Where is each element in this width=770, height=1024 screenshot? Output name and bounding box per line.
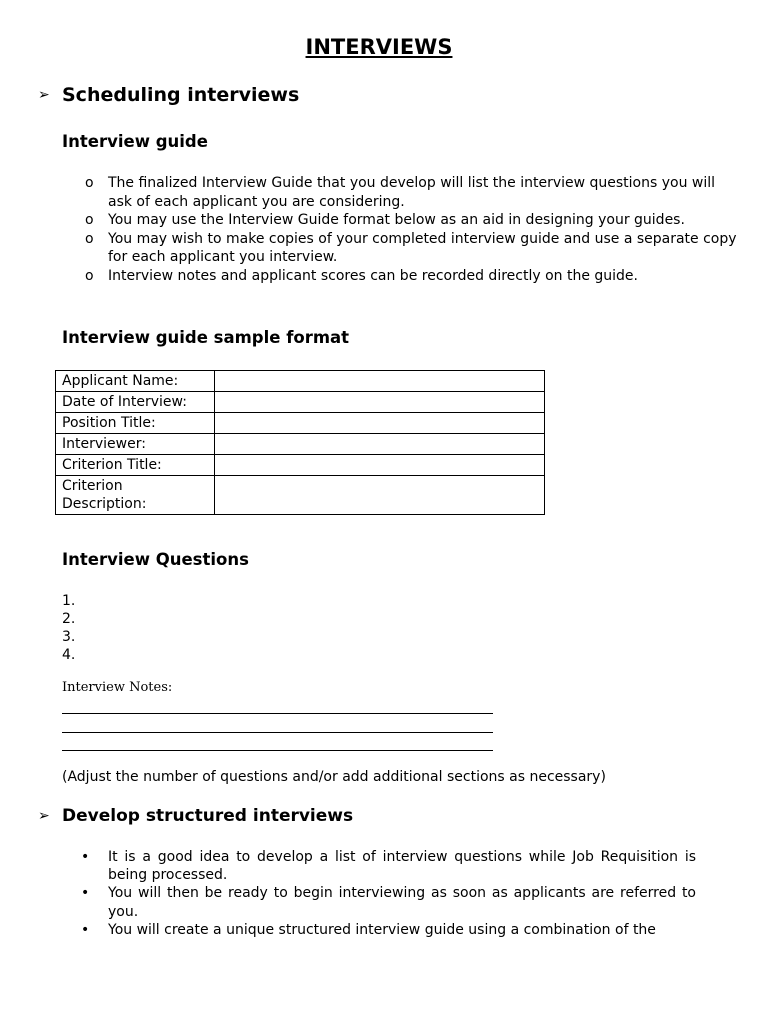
arrow-bullet-icon: ➢: [38, 808, 50, 824]
list-item-text: You may wish to make copies of your completed interview guide and use a separate copy for each applicant you interview.: [108, 230, 737, 265]
section-heading-text: Scheduling interviews: [62, 84, 300, 106]
interview-guide-table: [55, 370, 545, 515]
table-row: [56, 455, 545, 476]
bullet-icon: •: [81, 849, 90, 865]
section-heading-scheduling: [38, 84, 299, 106]
bullet-icon: •: [81, 885, 90, 902]
table-row: [56, 413, 545, 434]
circle-bullet-icon: o: [85, 212, 94, 228]
notes-line: [62, 732, 493, 733]
develop-list: [62, 848, 696, 939]
list-item-text: You will create a unique structured interview guide using a combination of the: [108, 921, 656, 938]
table-label-cell: Criterion Description:: [56, 476, 215, 515]
table-label-cell: Criterion Title:: [56, 455, 215, 476]
interview-notes-label: Interview Notes:: [62, 680, 173, 695]
list-item-text: The finalized Interview Guide that you develop will list the interview questions you will ask of each applicant you are considering.: [108, 175, 716, 210]
table-label-cell: Position Title:: [56, 413, 215, 434]
interview-guide-heading: Interview guide: [62, 132, 208, 151]
table-value-cell: [215, 371, 545, 392]
interview-questions-heading: Interview Questions: [62, 550, 249, 569]
bullet-icon: •: [81, 921, 90, 938]
question-number: 3.: [62, 629, 76, 645]
list-item-text: You may use the Interview Guide format below as an aid in designing your guides.: [108, 212, 685, 228]
page-title: INTERVIEWS: [305, 35, 453, 59]
adjust-note: (Adjust the number of questions and/or add additional sections as necessary): [62, 769, 606, 785]
circle-bullet-icon: o: [85, 175, 94, 191]
circle-bullet-icon: o: [85, 267, 94, 284]
list-item-text: You will then be ready to begin interviewing as soon as applicants are referred to you.: [108, 885, 696, 920]
list-item: [62, 267, 742, 286]
table-value-cell: [215, 392, 545, 413]
circle-bullet-icon: o: [85, 230, 94, 247]
table-value-cell: [215, 413, 545, 434]
table-value-cell: [215, 476, 545, 515]
notes-line: [62, 750, 493, 751]
section-heading-text: Develop structured interviews: [62, 806, 354, 826]
list-item: [62, 211, 742, 230]
list-item: [62, 848, 696, 884]
section-heading-develop: [38, 806, 353, 826]
list-item: [62, 921, 696, 939]
question-number-list: [62, 592, 75, 664]
list-item: [62, 230, 742, 267]
table-label-cell: Interviewer:: [56, 434, 215, 455]
table-row: [56, 434, 545, 455]
question-number: 2.: [62, 611, 76, 627]
question-number: 4.: [62, 647, 76, 663]
table-value-cell: [215, 434, 545, 455]
guide-list: [62, 174, 742, 285]
list-item-text: Interview notes and applicant scores can be recorded directly on the guide.: [108, 267, 638, 284]
list-item: [62, 884, 696, 920]
sample-format-heading: Interview guide sample format: [62, 328, 350, 347]
list-item: [62, 174, 742, 211]
table-label-cell: Date of Interview:: [56, 392, 215, 413]
table-row: [56, 371, 545, 392]
question-number: 1.: [62, 593, 76, 609]
arrow-bullet-icon: ➢: [38, 87, 50, 103]
list-item-text: It is a good idea to develop a list of interview questions while Job Requisition is being processed.: [108, 849, 696, 884]
table-row: [56, 476, 545, 515]
table-value-cell: [215, 455, 545, 476]
table-label-cell: Applicant Name:: [56, 371, 215, 392]
table-row: [56, 392, 545, 413]
notes-line: [62, 713, 493, 714]
